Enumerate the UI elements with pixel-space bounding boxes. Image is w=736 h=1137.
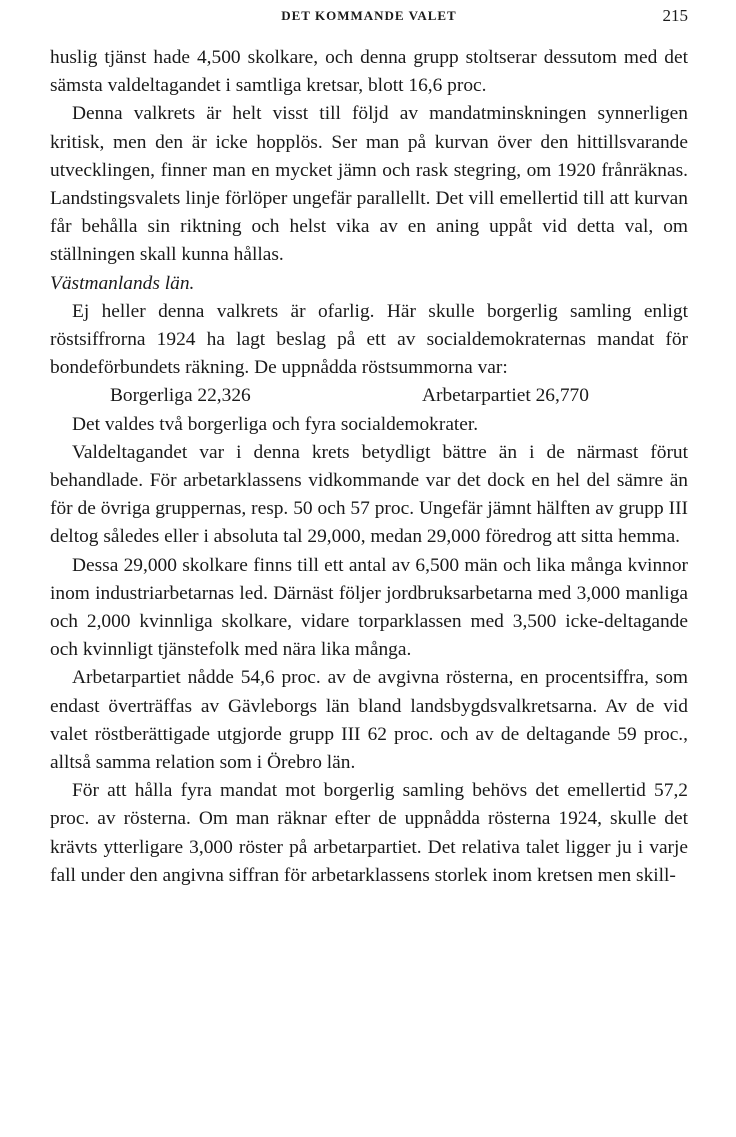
paragraph-6: Dessa 29,000 skolkare finns till ett antal av 6,500 män och lika många kvinnor inom industriarbetarnas led. Därnäst följer jordbruksarbetarna med 3,000 manliga och 2,000 kvinnliga skolkare, vidare torparklassen med 3,500 icke-deltagande och kvinnligt tjänstefolk med nära lika många. [50, 554, 688, 661]
vote-borgerliga: Borgerliga 22,326 [110, 385, 251, 407]
paragraph-3: Ej heller denna valkrets är ofarlig. Här skulle borgerlig samling enligt röstsiffrorna 1924 ha lagt beslag på ett av socialdemokraternas mandat för bondeförbundets räkning. De uppnådda röstsummorna var: [50, 300, 688, 379]
paragraph-4: Det valdes två borgerliga och fyra socialdemokrater. [72, 413, 479, 435]
paragraph-8: För att hålla fyra mandat mot borgerlig samling behövs det emellertid 57,2 proc. av rösterna. Om man räknar efter de uppnådda rösterna 1924, skulle det krävts ytterligare 3,000 röster på arbetarpartiet. Det relativa talet ligger ju i varje fall under den angivna siffran för arbetarklassens storlek inom kretsen men skill- [50, 780, 688, 886]
vote-figures [50, 382, 688, 410]
running-head: DET KOMMANDE VALET [281, 8, 457, 23]
page-header [50, 8, 688, 30]
paragraph-2: Denna valkrets är helt visst till följd av mandatminskningen synnerligen kritisk, men den är icke hopplös. Ser man på kurvan över den hittillsvarande utvecklingen, finner man en mycket jämn och rask stegring, om 1920 frånräknas. Landstingsvalets linje förlöper ungefär parallellt. Det vill emellertid till att kurvan får behålla sin riktning och helst vika av en aning uppåt vid detta val, om ställningen skall kunna hållas. [50, 103, 688, 266]
paragraph-5: Valdeltagandet var i denna krets betydligt bättre än i de närmast förut behandlade. För arbetarklassens vidkommande var det dock en hel del sämre än för de övriga gruppernas, resp. 50 och 57 proc. Ungefär jämnt hälften av grupp III deltog således eller i absoluta tal 29,000, medan 29,000 föredrog att sitta hemma. [50, 441, 688, 548]
paragraph-1: huslig tjänst hade 4,500 skolkare, och denna grupp stoltserar dessutom med det sämsta valdeltagandet i samtliga kretsar, blott 16,6 proc. [50, 47, 688, 97]
vote-arbetarpartiet: Arbetarpartiet 26,770 [422, 385, 589, 407]
section-heading: Västmanlands län. [50, 272, 195, 294]
page-body [50, 44, 688, 890]
page-number: 215 [662, 6, 688, 25]
paragraph-7: Arbetarpartiet nådde 54,6 proc. av de avgivna rösterna, en procentsiffra, som endast överträffas av Gävleborgs län bland landsbygdsvalkretsarna. Av de vid valet röstberättigade utgjorde grupp III 62 proc. och av de deltagande 59 proc., alltså samma relation som i Örebro län. [50, 667, 688, 774]
